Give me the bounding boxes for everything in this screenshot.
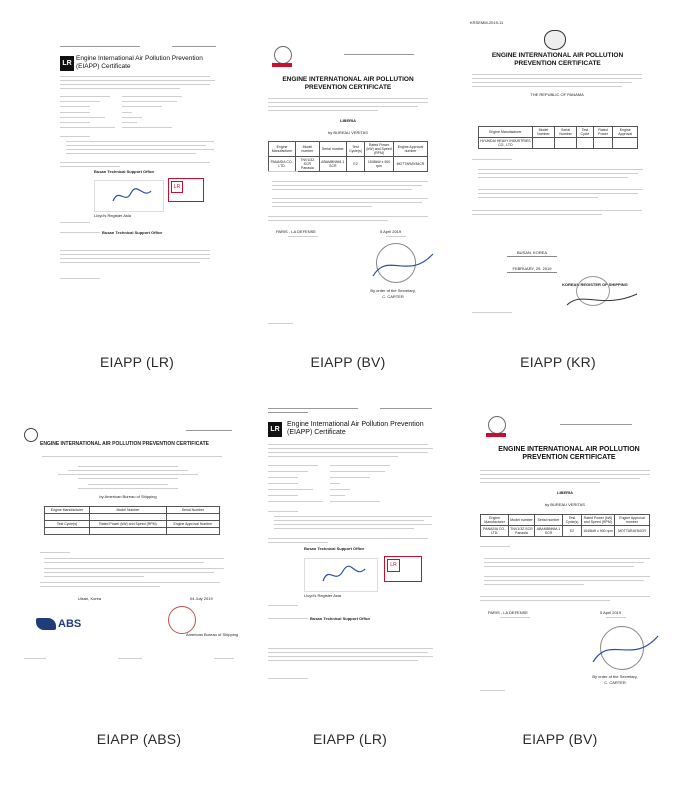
certificate-thumbnail-abs[interactable] [18, 422, 240, 667]
issue-place: Ulsan, Korea [78, 596, 102, 601]
signature-scribble [305, 559, 377, 591]
bv-logo-icon [274, 46, 292, 64]
issue-date: 5 April 2019 [600, 610, 622, 615]
engine-particulars-table: Engine Manufacturer Model Number Serial Number Test Cycle(s) Rated Power (kW) and Speed (RPM) Engine Approval Number [44, 506, 220, 535]
caption-eiapp-bv-1: EIAPP (BV) [310, 354, 386, 370]
certificate-thumbnail-lr-1[interactable] [52, 38, 222, 288]
bv-logo-icon [488, 416, 506, 434]
issue-date: FEBRUARY, 25. 2019 [512, 266, 552, 271]
issuer-office: Busan Technical Support Office [94, 169, 155, 174]
signature-scribble [588, 628, 660, 672]
issued-by: by BUREAU VERITAS [328, 130, 368, 135]
abs-eagle-icon [36, 618, 56, 630]
issuer-office: Busan Technical Support Office [304, 546, 365, 551]
society-name: KOREAN REGISTER OF SHIPPING [562, 282, 628, 287]
signatory-name: C. CARTER [382, 294, 404, 299]
cert-number: KRSEMM-2019-11 [470, 20, 504, 25]
issued-under-country: LIBERIA [557, 490, 573, 495]
signature-scribble [368, 246, 438, 286]
issued-under-country: LIBERIA [340, 118, 356, 123]
certificate-thumbnail-bv-2[interactable] [470, 408, 660, 698]
issue-place: BUSAN, KOREA [516, 250, 547, 255]
signature-text: Lloyd's Register Asia [94, 213, 132, 218]
certificate-title: ENGINE INTERNATIONAL AIR POLLUTION PREVENTION CERTIFICATE [498, 446, 640, 461]
certificate-title: Engine International Air Pollution Prevention (EIAPP) Certificate [287, 421, 424, 436]
engine-particulars-table: Engine Manufacturer Model Number Serial Number Test Cycle Rated Power Engine Approval HYUNDAI HEAVY INDUSTRIES CO., LTD [478, 126, 638, 149]
signature-text: By order of the Secretary, [370, 288, 416, 293]
signature-block [304, 558, 378, 592]
issue-date: 04 July 2019 [190, 596, 213, 601]
signature-scribble [95, 181, 163, 211]
lr-stamp-icon: LR [168, 178, 204, 202]
bv-banner [486, 433, 506, 437]
caption-eiapp-bv-2: EIAPP (BV) [522, 731, 598, 747]
engine-particulars-table: Engine Manufacturer Model number Serial number Test Cycle(s) Rated Power (kW) and Speed (RPM) Engine Approval number PANASIA CO., LTD. TNV1/3Z SCR Panasia ABAMBNNM-1 SCR E2 1545kW x 900 rpm MOTTARAY84CR [480, 514, 650, 537]
signature-text: By order of the Secretary, [592, 674, 638, 679]
caption-eiapp-lr-1: EIAPP (LR) [99, 354, 175, 370]
issue-place: PARIS - LA DEFENSE [488, 610, 528, 615]
official-stamp-icon [168, 606, 196, 634]
caption-eiapp-kr: EIAPP (KR) [520, 354, 596, 370]
bv-banner [272, 63, 292, 67]
abs-logo: ABS [58, 618, 82, 630]
lr-logo: LR [60, 56, 74, 71]
signatory-name: American Bureau of Shipping [186, 632, 239, 637]
certificate-title: ENGINE INTERNATIONAL AIR POLLUTION PREVENTION CERTIFICATE [491, 52, 624, 67]
signature-block [94, 180, 164, 212]
signature-scribble [562, 290, 642, 310]
certificate-thumbnail-bv-1[interactable] [258, 38, 438, 338]
lr-logo: LR [268, 422, 282, 437]
certificate-thumbnail-lr-2[interactable] [260, 400, 440, 690]
certificate-title: Engine International Air Pollution Prevention (EIAPP) Certificate [76, 55, 203, 70]
greek-crest-icon [24, 428, 38, 442]
certificate-thumbnail-kr[interactable] [462, 14, 652, 319]
certificate-title: ENGINE INTERNATIONAL AIR POLLUTION PREVENTION CERTIFICATE [40, 441, 209, 447]
panama-crest-icon [544, 30, 566, 50]
signatory-name: C. CARTER [604, 680, 626, 685]
caption-eiapp-abs: EIAPP (ABS) [96, 731, 182, 747]
certificate-title: ENGINE INTERNATIONAL AIR POLLUTION PREVENTION CERTIFICATE [282, 76, 414, 91]
footer-office: Busan Technical Support Office [310, 616, 371, 621]
signature-text: Lloyd's Register Asia [304, 593, 342, 598]
caption-eiapp-lr-2: EIAPP (LR) [312, 731, 388, 747]
lr-stamp-icon: LR [384, 556, 422, 582]
issued-by: by American Bureau of Shipping [99, 494, 157, 499]
engine-particulars-table: Engine Manufacturer Model number Serial number Test Cycle(s) Rated Power (kW) and Speed (RPM) Engine Approval number PANASIA CO., LTD. TNV1/3Z SCR Panasia ABAMBNNM-1 SCR E2 1545kW x 900 rpm MOTTARAY84CR [268, 141, 428, 172]
footer-office: Busan Technical Support Office [102, 230, 163, 235]
issue-place: PARIS - LA DEFENSE [276, 229, 316, 234]
authority: THE REPUBLIC OF PANAMA [530, 92, 584, 97]
issued-by: by BUREAU VERITAS [545, 502, 585, 507]
issue-date: 5 April 2019 [380, 229, 402, 234]
